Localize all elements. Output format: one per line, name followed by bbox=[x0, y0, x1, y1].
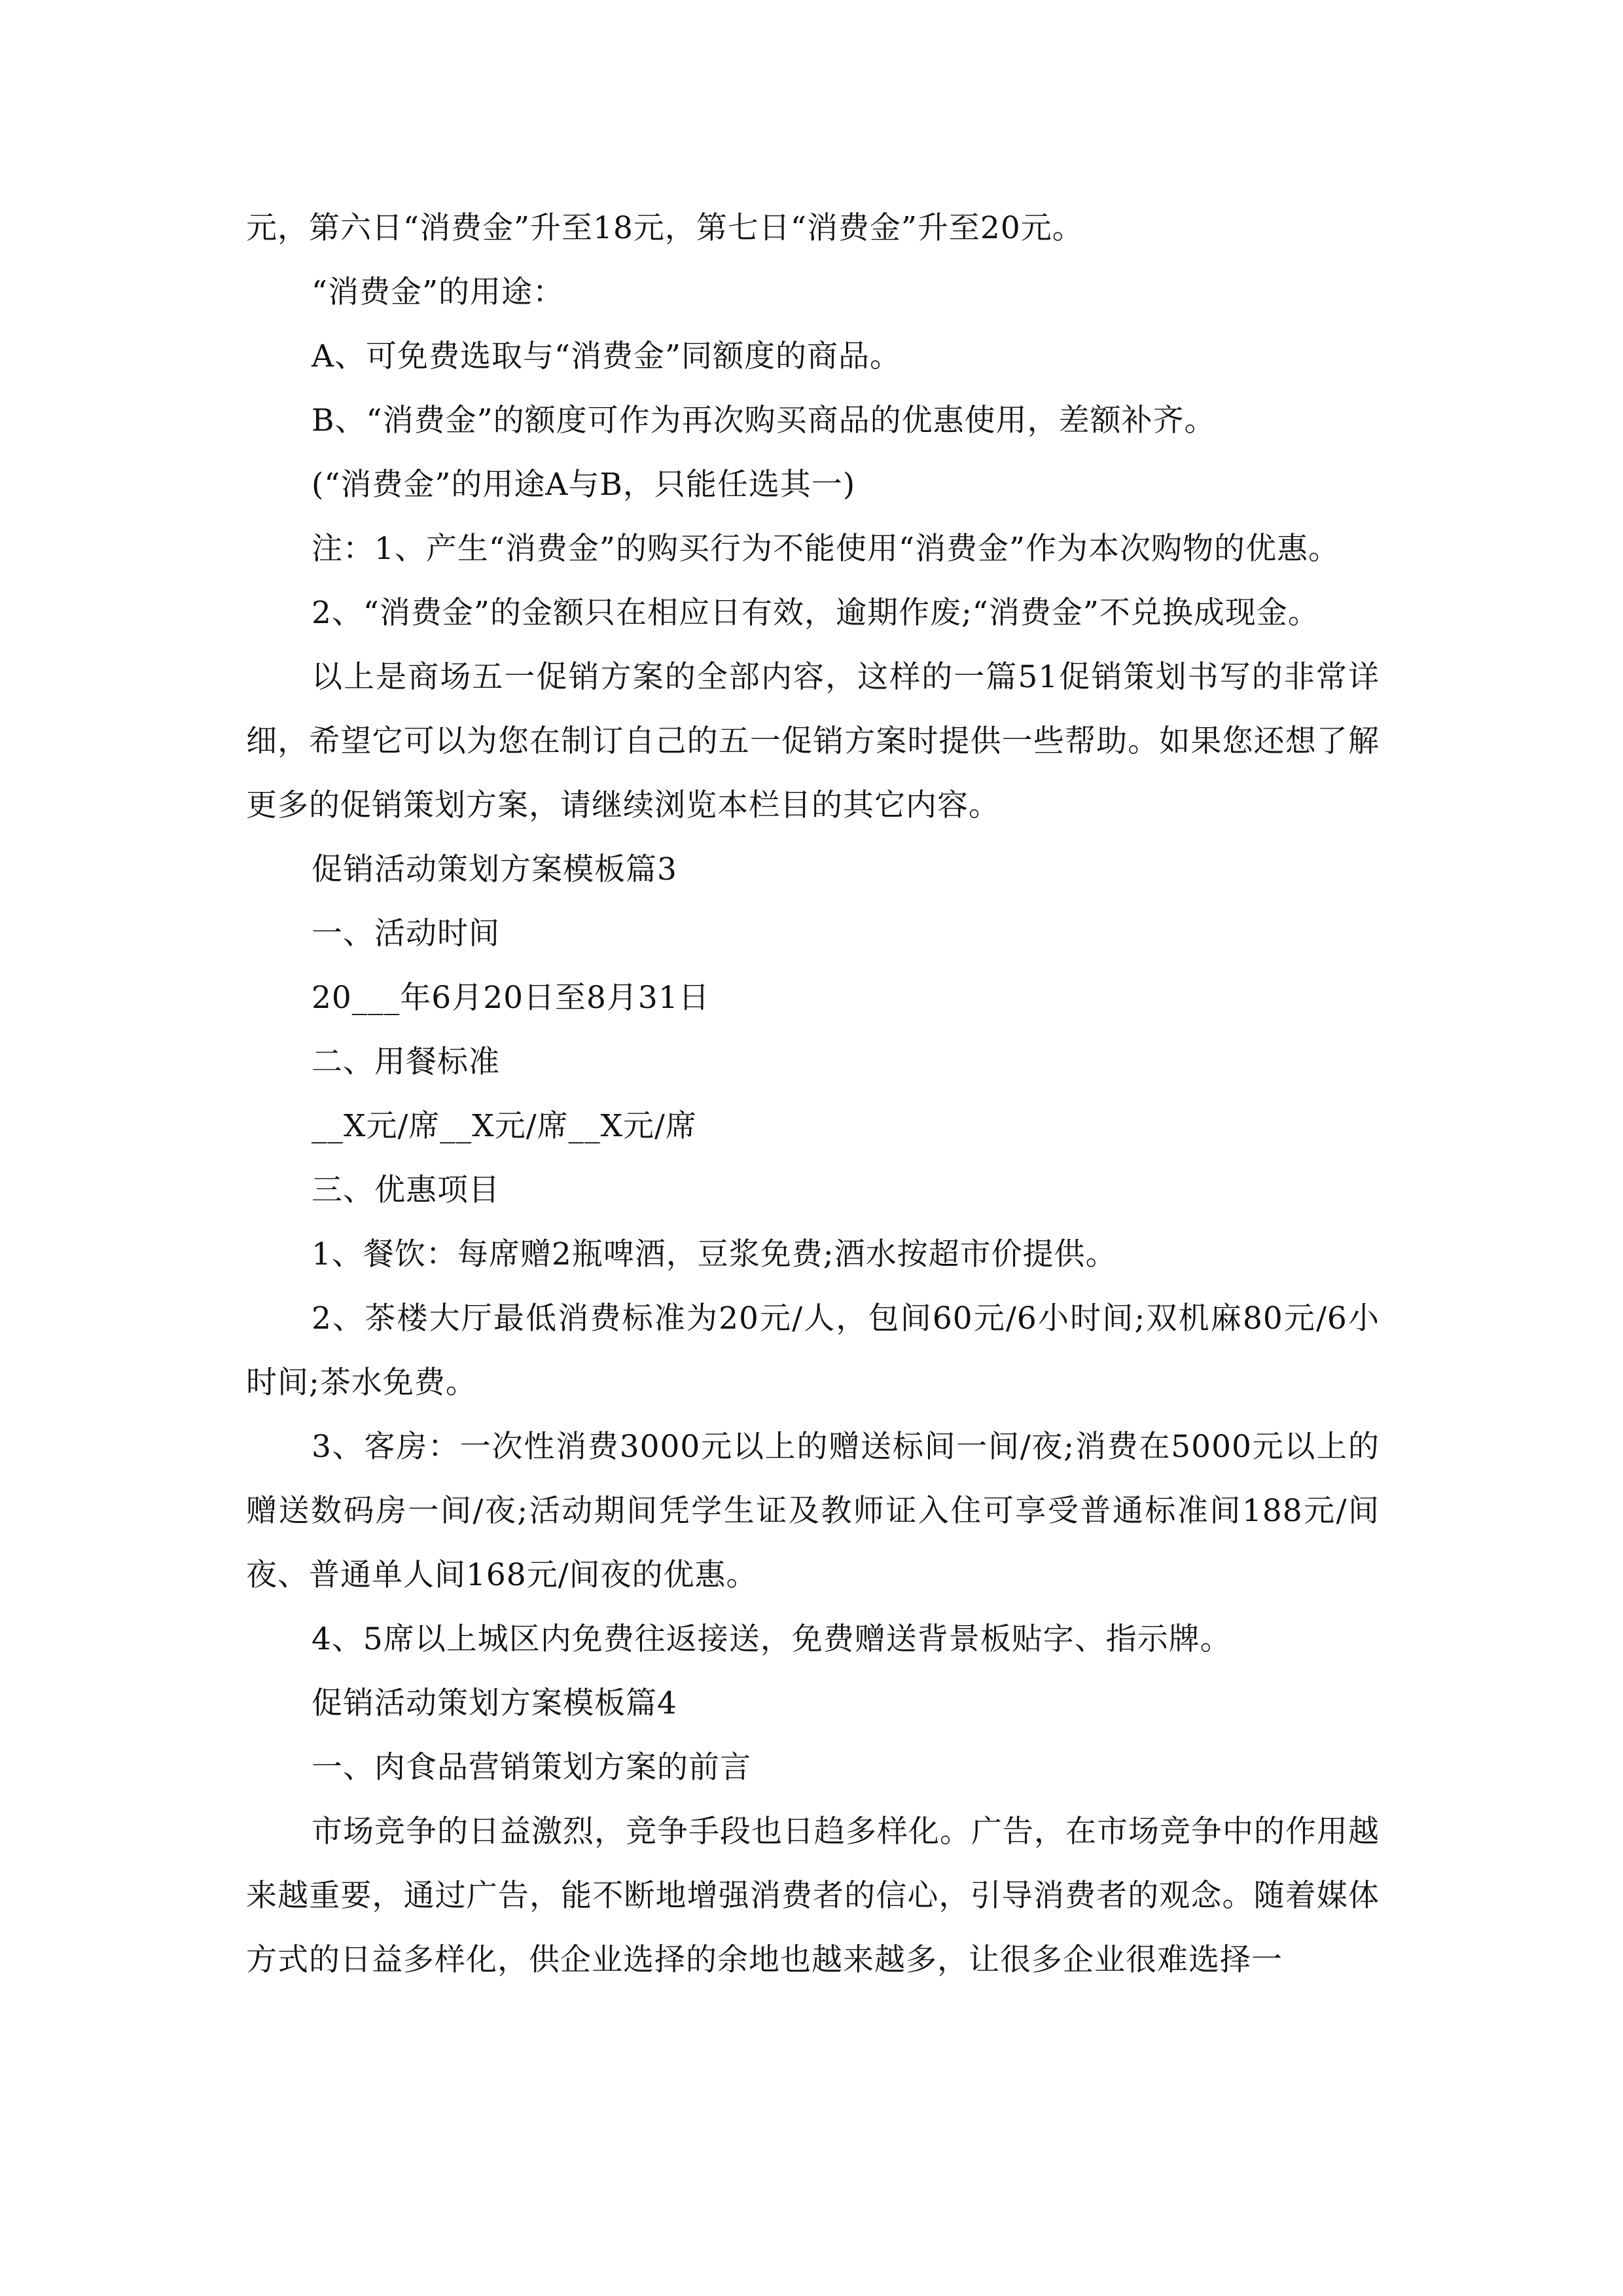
section-heading-3: 促销活动策划方案模板篇3 bbox=[312, 852, 677, 888]
paragraph-3: A、可免费选取与“消费金”同额度的商品。 bbox=[312, 338, 901, 374]
paragraph-11: 20___年6月20日至8月31日 bbox=[312, 980, 710, 1016]
paragraph-10: 一、活动时间 bbox=[312, 916, 500, 952]
paragraph-20: 一、肉食品营销策划方案的前言 bbox=[312, 1749, 751, 1785]
paragraph-8: 以上是商场五一促销方案的全部内容，这样的一篇51促销策划书写的非常详细，希望它可以为您在制订自己的五一促销方案时提供一些帮助。如果您还想了解更多的促销策划方案，请继续浏览本栏目的其它内容。 bbox=[246, 659, 1380, 823]
paragraph-2: “消费金”的用途： bbox=[312, 274, 565, 310]
paragraph-5: (“消费金”的用途A与B，只能任选其一) bbox=[312, 467, 856, 503]
paragraph-21: 市场竞争的日益激烈，竞争手段也日趋多样化。广告，在市场竞争中的作用越来越重要，通过广告，能不断地增强消费者的信心，引导消费者的观念。随着媒体方式的日益多样化，供企业选择的余地也越来越多，让很多企业很难选择一 bbox=[246, 1814, 1380, 1978]
paragraph-7: 2、“消费金”的金额只在相应日有效，逾期作废;“消费金”不兑换成现金。 bbox=[312, 595, 1319, 631]
paragraph-18: 4、5席以上城区内免费往返接送，免费赠送背景板贴字、指示牌。 bbox=[312, 1621, 1232, 1657]
paragraph-15: 1、餐饮：每席赠2瓶啤酒，豆浆免费;酒水按超市价提供。 bbox=[312, 1236, 1117, 1272]
section-heading-4: 促销活动策划方案模板篇4 bbox=[312, 1685, 677, 1721]
paragraph-4: B、“消费金”的额度可作为再次购买商品的优惠使用，差额补齐。 bbox=[312, 403, 1216, 439]
paragraph-13: __X元/席__X元/席__X元/席 bbox=[312, 1108, 697, 1144]
paragraph-14: 三、优惠项目 bbox=[312, 1172, 500, 1208]
paragraph-17: 3、客房：一次性消费3000元以上的赠送标间一间/夜;消费在5000元以上的赠送数码房一间/夜;活动期间凭学生证及教师证入住可享受普通标准间188元/间夜、普通单人间168元/间夜的优惠。 bbox=[246, 1429, 1380, 1593]
paragraph-1: 元，第六日“消费金”升至18元，第七日“消费金”升至20元。 bbox=[246, 210, 1084, 246]
paragraph-16: 2、茶楼大厅最低消费标准为20元/人，包间60元/6小时间;双机麻80元/6小时间;茶水免费。 bbox=[246, 1300, 1380, 1401]
paragraph-6: 注：1、产生“消费金”的购买行为不能使用“消费金”作为本次购物的优惠。 bbox=[312, 531, 1340, 567]
document-body bbox=[246, 196, 1380, 1992]
paragraph-12: 二、用餐标准 bbox=[312, 1044, 500, 1080]
